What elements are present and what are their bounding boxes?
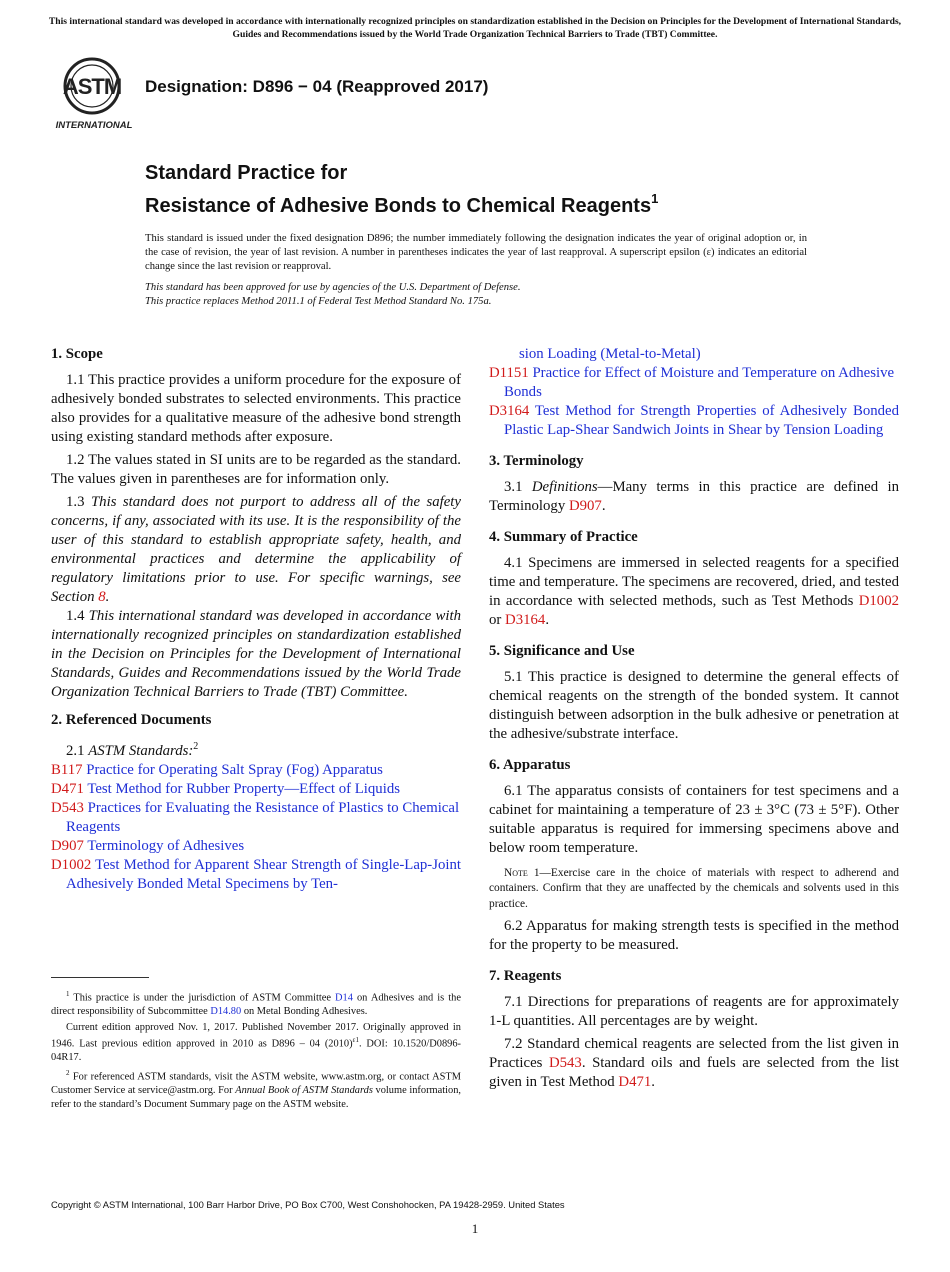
paragraph-3-1: 3.1 Definitions—Many terms in this practice are defined in Terminology D907. — [489, 479, 900, 514]
ref-title[interactable]: Practice for Operating Salt Spray (Fog) Apparatus — [86, 761, 383, 778]
ref-item-d3164[interactable] — [489, 402, 899, 440]
footnote-edition — [51, 1021, 461, 1065]
intro-replaces-note: This practice replaces Method 2011.1 of Federal Test Method Standard No. 175a. — [145, 295, 492, 307]
paragraph-1-4 — [51, 607, 461, 702]
ref-item-d543[interactable] — [51, 799, 461, 837]
paragraph-text: 7.2 Standard chemical reagents are selected from the list given in Practices — [489, 1036, 899, 1072]
section-heading-terminology: 3. Terminology — [489, 453, 584, 469]
paragraph-6-1: 6.1 The apparatus consists of containers for test specimens and a cabinet for maintaining a temperature of 23 ± 3°C (73 ± 5°F). Other suitable apparatus is required for immersing specimens above and below room temperature. — [489, 783, 899, 856]
footnote-text: Annual Book of ASTM Standards — [235, 1084, 373, 1096]
d471-link[interactable]: D471 — [618, 1074, 652, 1091]
paragraph-text: —Many terms in this practice are defined in Terminology — [489, 479, 900, 514]
ref-code[interactable]: B117 — [51, 761, 83, 778]
logo-text: INTERNATIONAL — [55, 120, 133, 131]
ref-item-b117[interactable] — [51, 761, 461, 780]
paragraph-text: . Standard oils and fuels are selected from the list given in Test Method — [489, 1055, 899, 1091]
copyright-line: Copyright © ASTM International, 100 Barr Harbor Drive, PO Box C700, West Conshohocken, PA 19428-2959. United States — [51, 1199, 565, 1210]
paragraph-4-1: 4.1 Specimens are immersed in selected reagents for a specified time and temperature. The specimens are recovered, dried, and tested in accordance with selected methods, such as Test Methods D1002 or D3164. — [489, 555, 899, 628]
paragraph-1-2: 1.2 The values stated in SI units are to be regarded as the standard. The values given in parentheses are for information only. — [51, 452, 461, 487]
note-1 — [489, 866, 899, 912]
footnote-ref-2: 2 — [193, 741, 199, 752]
right-column — [489, 345, 899, 1092]
ref-title[interactable]: Test Method for Strength Properties of Adhesively Bonded Plastic Lap-Shear Sandwich Joints in Shear by Tension Loading — [504, 403, 899, 438]
ref-title[interactable]: Practice for Effect of Moisture and Temperature on Adhesive Bonds — [504, 365, 895, 400]
logo-letters: ASTM — [62, 74, 122, 99]
epsilon-mark: ε1 — [352, 1036, 359, 1045]
ref-code[interactable]: D907 — [51, 837, 84, 854]
paragraph-number: 2.1 — [66, 742, 85, 759]
paragraph-1-1: 1.1 This practice provides a uniform procedure for the exposure of adhesively bonded substrates to selected environments. This practice also provides for a qualitative measure of the adhesive bond strength using existing standard methods after exposure. — [51, 372, 461, 445]
intro-paragraph: This standard is issued under the fixed designation D896; the number immediately following the designation indicates the year of original adoption or, in the case of revision, the year of last revision. A number in parentheses indicates the year of last reapproval. A superscript epsilon (ε) indicates an editorial change since the last revision or reapproval. — [145, 233, 807, 273]
ref-title[interactable]: Test Method for Apparent Shear Strength of Single-Lap-Joint Adhesively Bonded Metal Specimens by Ten- — [66, 856, 461, 892]
d3164-link[interactable]: D3164 — [505, 612, 546, 628]
paragraph-text: or — [489, 612, 502, 628]
title-line-2 — [145, 186, 658, 219]
ref-title[interactable]: Practices for Evaluating the Resistance of Plastics to Chemical Reagents — [66, 799, 460, 835]
footnote-2 — [51, 1067, 461, 1111]
left-column — [51, 345, 461, 894]
ref-code[interactable]: D1151 — [489, 365, 529, 381]
note-text: —Exercise care in the choice of materials with respect to adherend and containers. Confirm that they are unaffected by the chemicals and solvents used in this practice. — [489, 867, 899, 910]
subcommittee-link[interactable]: D14.80 — [210, 1006, 242, 1018]
paragraph-number: 3.1 — [504, 479, 523, 495]
page-number: 1 — [471, 1221, 479, 1236]
section-heading-summary: 4. Summary of Practice — [489, 529, 638, 545]
footnote-divider — [51, 977, 149, 978]
paragraph-1-3: 1.3 This standard does not purport to address all of the safety concerns, if any, associated with its use. It is the responsibility of the user of this standard to establish appropriate safety, health, and environmental practices and determine the applicability of regulatory limitations prior to use. For specific warnings, see Section 8. — [51, 494, 461, 605]
footnote-text: on Metal Bonding Adhesives. — [243, 1006, 368, 1018]
paragraph-6-2: 6.2 Apparatus for making strength tests is specified in the method for the property to be measured. — [489, 918, 899, 954]
paragraph-7-2: 7.2 Standard chemical reagents are selected from the list given in Practices D543. Standard oils and fuels are selected from the list given in Test Method D471. — [489, 1036, 899, 1091]
ref-item-d1002-continued[interactable]: sion Loading (Metal-to-Metal) — [519, 346, 701, 362]
title-footnote-ref: 1 — [651, 191, 659, 206]
committee-link[interactable]: D14 — [335, 992, 353, 1004]
section-heading-referenced-documents: 2. Referenced Documents — [51, 712, 212, 728]
title-main: Resistance of Adhesive Bonds to Chemical Reagents — [145, 195, 652, 217]
ref-item-d1151[interactable] — [489, 364, 899, 402]
astm-logo — [52, 56, 136, 132]
section-heading-scope: 1. Scope — [51, 346, 103, 362]
footnote-marker: 1 — [66, 990, 70, 998]
ref-title[interactable]: Test Method for Rubber Property—Effect of Liquids — [87, 780, 400, 797]
footnote-text: This practice is under the jurisdiction of ASTM Committee — [73, 992, 331, 1004]
footnote-text: Current edition approved Nov. 1, 2017. Published November 2017. Originally approved in 1946. Last previous edition approved in 2010 as D896 – 04 (2010) — [51, 1021, 461, 1050]
ref-code[interactable]: D1002 — [51, 856, 92, 873]
ref-item-d1002[interactable] — [51, 856, 461, 894]
paragraph-number: 1.3 — [66, 494, 85, 510]
paragraph-7-1: 7.1 Directions for preparations of reagents are for approximately 1-L quantities. All percentages are by weight. — [489, 994, 899, 1030]
footnote-text: . DOI: 10.1520/D0896-04R17. — [51, 1038, 461, 1064]
top-notice: This international standard was developed in accordance with internationally recognized principles on standardization established in the Decision on Principles for the Development of International Standards, Guides and Recommendations issued by the World Trade Organization Technical Barriers to Trade (TBT) Committee. — [48, 16, 902, 40]
paragraph-2-1 — [51, 737, 461, 761]
footnote-text: on Adhesives and is the direct responsibility of Subcommittee — [51, 992, 461, 1018]
designation: Designation: D896 − 04 (Reapproved 2017) — [145, 77, 489, 96]
safety-text: This standard does not purport to address all of the safety concerns, if any, associated with its use. It is the responsibility of the user of this standard to establish appropriate safety, health, and environmental practices and determine the applicability of regulatory limitations prior to use. For specific warnings, see Section — [51, 494, 461, 605]
footnote-1 — [51, 988, 461, 1019]
d907-link[interactable]: D907 — [568, 498, 602, 514]
ref-code[interactable]: D3164 — [489, 403, 530, 419]
paragraph-text: 4.1 Specimens are immersed in selected reagents for a specified time and temperature. The specimens are recovered, dried, and tested in accordance with selected methods, such as Test Methods — [489, 555, 899, 609]
footnote-text: volume information, refer to the standard’s Document Summary page on the ASTM website. — [51, 1084, 461, 1110]
intro-dod-note: This standard has been approved for use by agencies of the U.S. Department of Defense. — [145, 281, 521, 293]
ref-item-d907[interactable] — [51, 837, 461, 856]
paragraph-5-1: 5.1 This practice is designed to determine the general effects of chemical reagents on the strength of the bonded system. It cannot distinguish between adsorption in the bulk adhesive or penetration at the adhesive/substrate interface. — [489, 669, 899, 742]
footnote-text: For referenced ASTM standards, visit the ASTM website, www.astm.org, or contact ASTM Customer Service at service@astm.org. For — [51, 1071, 461, 1096]
d1002-link[interactable]: D1002 — [858, 593, 899, 609]
title-line-1: Standard Practice for — [145, 162, 348, 184]
ref-code[interactable]: D543 — [51, 799, 84, 816]
ref-code[interactable]: D471 — [51, 780, 84, 797]
section-heading-significance: 5. Significance and Use — [489, 643, 635, 659]
wto-text: This international standard was developed in accordance with internationally recognized principles on standardization established in the Decision on Principles for the Development of International Standards, Guides and Recommendations issued by the World Trade Organization Technical Barriers to Trade (TBT) Committee. — [51, 608, 461, 700]
page-title — [145, 160, 658, 219]
ref-title[interactable]: Terminology of Adhesives — [87, 837, 245, 854]
section-heading-apparatus: 6. Apparatus — [489, 757, 571, 773]
section-8-link[interactable]: 8 — [98, 589, 106, 605]
note-label: Note 1 — [504, 867, 540, 879]
d543-link[interactable]: D543 — [548, 1055, 582, 1072]
astm-standards-label: ASTM Standards: — [88, 742, 194, 759]
ref-item-d471[interactable] — [51, 780, 461, 799]
paragraph-number: 1.4 — [66, 608, 85, 624]
footnotes — [51, 988, 461, 1113]
footnote-marker: 2 — [66, 1068, 70, 1077]
section-heading-reagents: 7. Reagents — [489, 968, 562, 985]
intro-block — [145, 232, 807, 309]
definitions-term: Definitions — [531, 479, 598, 495]
